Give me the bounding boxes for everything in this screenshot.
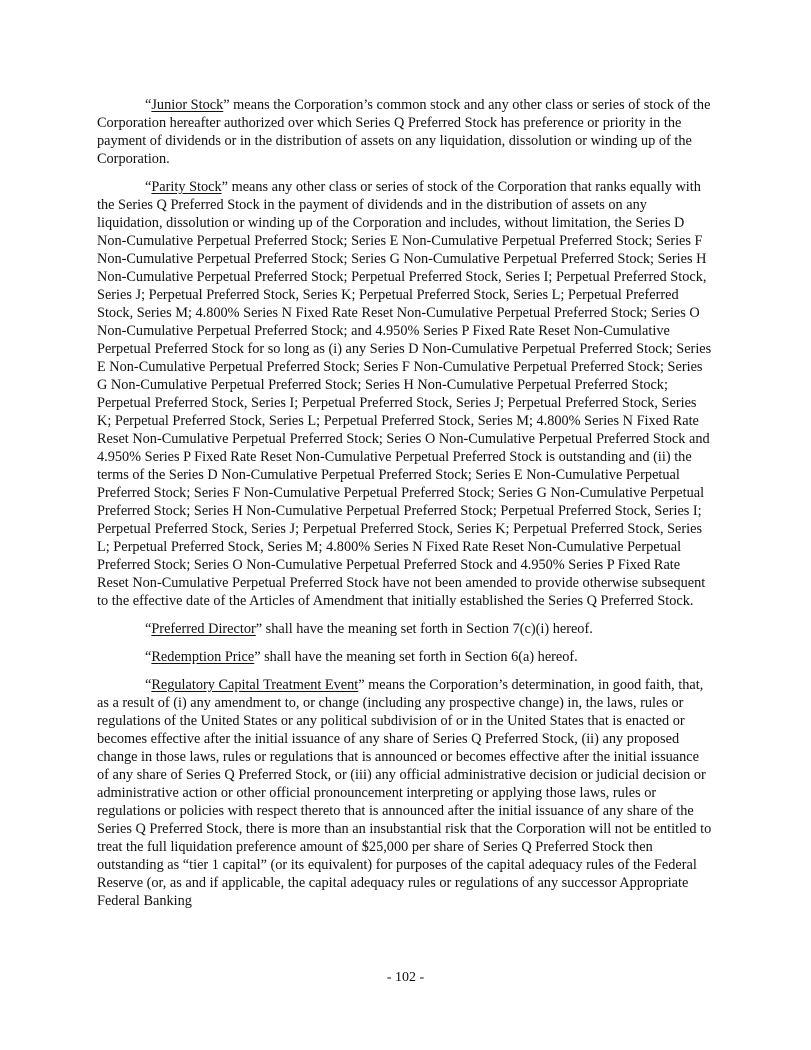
definition-redemption-price (97, 648, 714, 666)
defined-term: Redemption Price (151, 649, 255, 665)
defined-term: Parity Stock (151, 179, 222, 195)
defined-term: Junior Stock (151, 97, 224, 113)
definition-regulatory-capital-treatment-event (97, 676, 714, 910)
definition-parity-stock (97, 178, 714, 610)
document-page (97, 96, 714, 920)
definition-junior-stock (97, 96, 714, 168)
defined-term: Preferred Director (151, 621, 256, 637)
page-number: - 102 - (386, 970, 425, 985)
open-quote: “ (145, 677, 152, 693)
open-quote: “ (145, 179, 152, 195)
open-quote: “ (145, 621, 152, 637)
definition-text: ” means the Corporation’s common stock and any other class or series of stock of the Corporation hereafter authorized over which Series Q Preferred Stock has preference or priority in the payment of dividends or in the distribution of assets on any liquidation, dissolution or winding up of the Corporation. (97, 97, 711, 167)
definition-text: ” means the Corporation’s determination, in good faith, that, as a result of (i) any amendment to, or change (including any prospective change) in, the laws, rules or regulations of the United States or any political subdivision of or in the United States that is enacted or becomes effective after the initial issuance of any share of Series Q Preferred Stock, (ii) any proposed change in those laws, rules or regulations that is announced or becomes effective after the initial issuance of any share of Series Q Preferred Stock, or (iii) any official administrative decision or judicial decision or administrative action or other official pronouncement interpreting or applying those laws, rules or regulations or policies with respect thereto that is announced after the initial issuance of any share of the Series Q Preferred Stock, there is more than an insubstantial risk that the Corporation will not be entitled to treat the full liquidation preference amount of $25,000 per share of Series Q Preferred Stock then outstanding as “tier 1 capital” (or its equivalent) for purposes of the capital adequacy rules of the Federal Reserve (or, as and if applicable, the capital adequacy rules or regulations of any successor Appropriate Federal Banking (97, 677, 712, 909)
open-quote: “ (145, 97, 152, 113)
defined-term: Regulatory Capital Treatment Event (151, 677, 359, 693)
definition-text: ” means any other class or series of stock of the Corporation that ranks equally with the Series Q Preferred Stock in the payment of dividends and in the distribution of assets on any liquidation, dissolution or winding up of the Corporation and includes, without limitation, the Series D Non-Cumulative Perpetual Preferred Stock; Series E Non-Cumulative Perpetual Preferred Stock; Series F Non-Cumulative Perpetual Preferred Stock; Series G Non-Cumulative Perpetual Preferred Stock; Series H Non-Cumulative Perpetual Preferred Stock; Perpetual Preferred Stock, Series I; Perpetual Preferred Stock, Series J; Perpetual Preferred Stock, Series K; Perpetual Preferred Stock, Series L; Perpetual Preferred Stock, Series M; 4.800% Series N Fixed Rate Reset Non-Cumulative Perpetual Preferred Stock; Series O Non-Cumulative Perpetual Preferred Stock; and 4.950% Series P Fixed Rate Reset Non-Cumulative Perpetual Preferred Stock for so long as (i) any Series D Non-Cumulative Perpetual Preferred Stock; Series E Non-Cumulative Perpetual Preferred Stock; Series F Non-Cumulative Perpetual Preferred Stock; Series G Non-Cumulative Perpetual Preferred Stock; Series H Non-Cumulative Perpetual Preferred Stock; Perpetual Preferred Stock, Series I; Perpetual Preferred Stock, Series J; Perpetual Preferred Stock, Series K; Perpetual Preferred Stock, Series L; Perpetual Preferred Stock, Series M; 4.800% Series N Fixed Rate Reset Non-Cumulative Perpetual Preferred Stock; Series O Non-Cumulative Perpetual Preferred Stock and 4.950% Series P Fixed Rate Reset Non-Cumulative Perpetual Preferred Stock is outstanding and (ii) the terms of the Series D Non-Cumulative Perpetual Preferred Stock; Series E Non-Cumulative Perpetual Preferred Stock; Series F Non-Cumulative Perpetual Preferred Stock; Series G Non-Cumulative Perpetual Preferred Stock; Series H Non-Cumulative Perpetual Preferred Stock; Perpetual Preferred Stock, Series I; Perpetual Preferred Stock, Series J; Perpetual Preferred Stock, Series K; Perpetual Preferred Stock, Series L; Perpetual Preferred Stock, Series M; 4.800% Series N Fixed Rate Reset Non-Cumulative Perpetual Preferred Stock; Series O Non-Cumulative Perpetual Preferred Stock and 4.950% Series P Fixed Rate Reset Non-Cumulative Perpetual Preferred Stock have not been amended to provide otherwise subsequent to the effective date of the Articles of Amendment that initially established the Series Q Preferred Stock. (97, 179, 712, 609)
open-quote: “ (145, 649, 152, 665)
definition-text: ” shall have the meaning set forth in Section 6(a) hereof. (254, 649, 578, 665)
definition-preferred-director (97, 620, 714, 638)
definition-text: ” shall have the meaning set forth in Section 7(c)(i) hereof. (255, 621, 593, 637)
